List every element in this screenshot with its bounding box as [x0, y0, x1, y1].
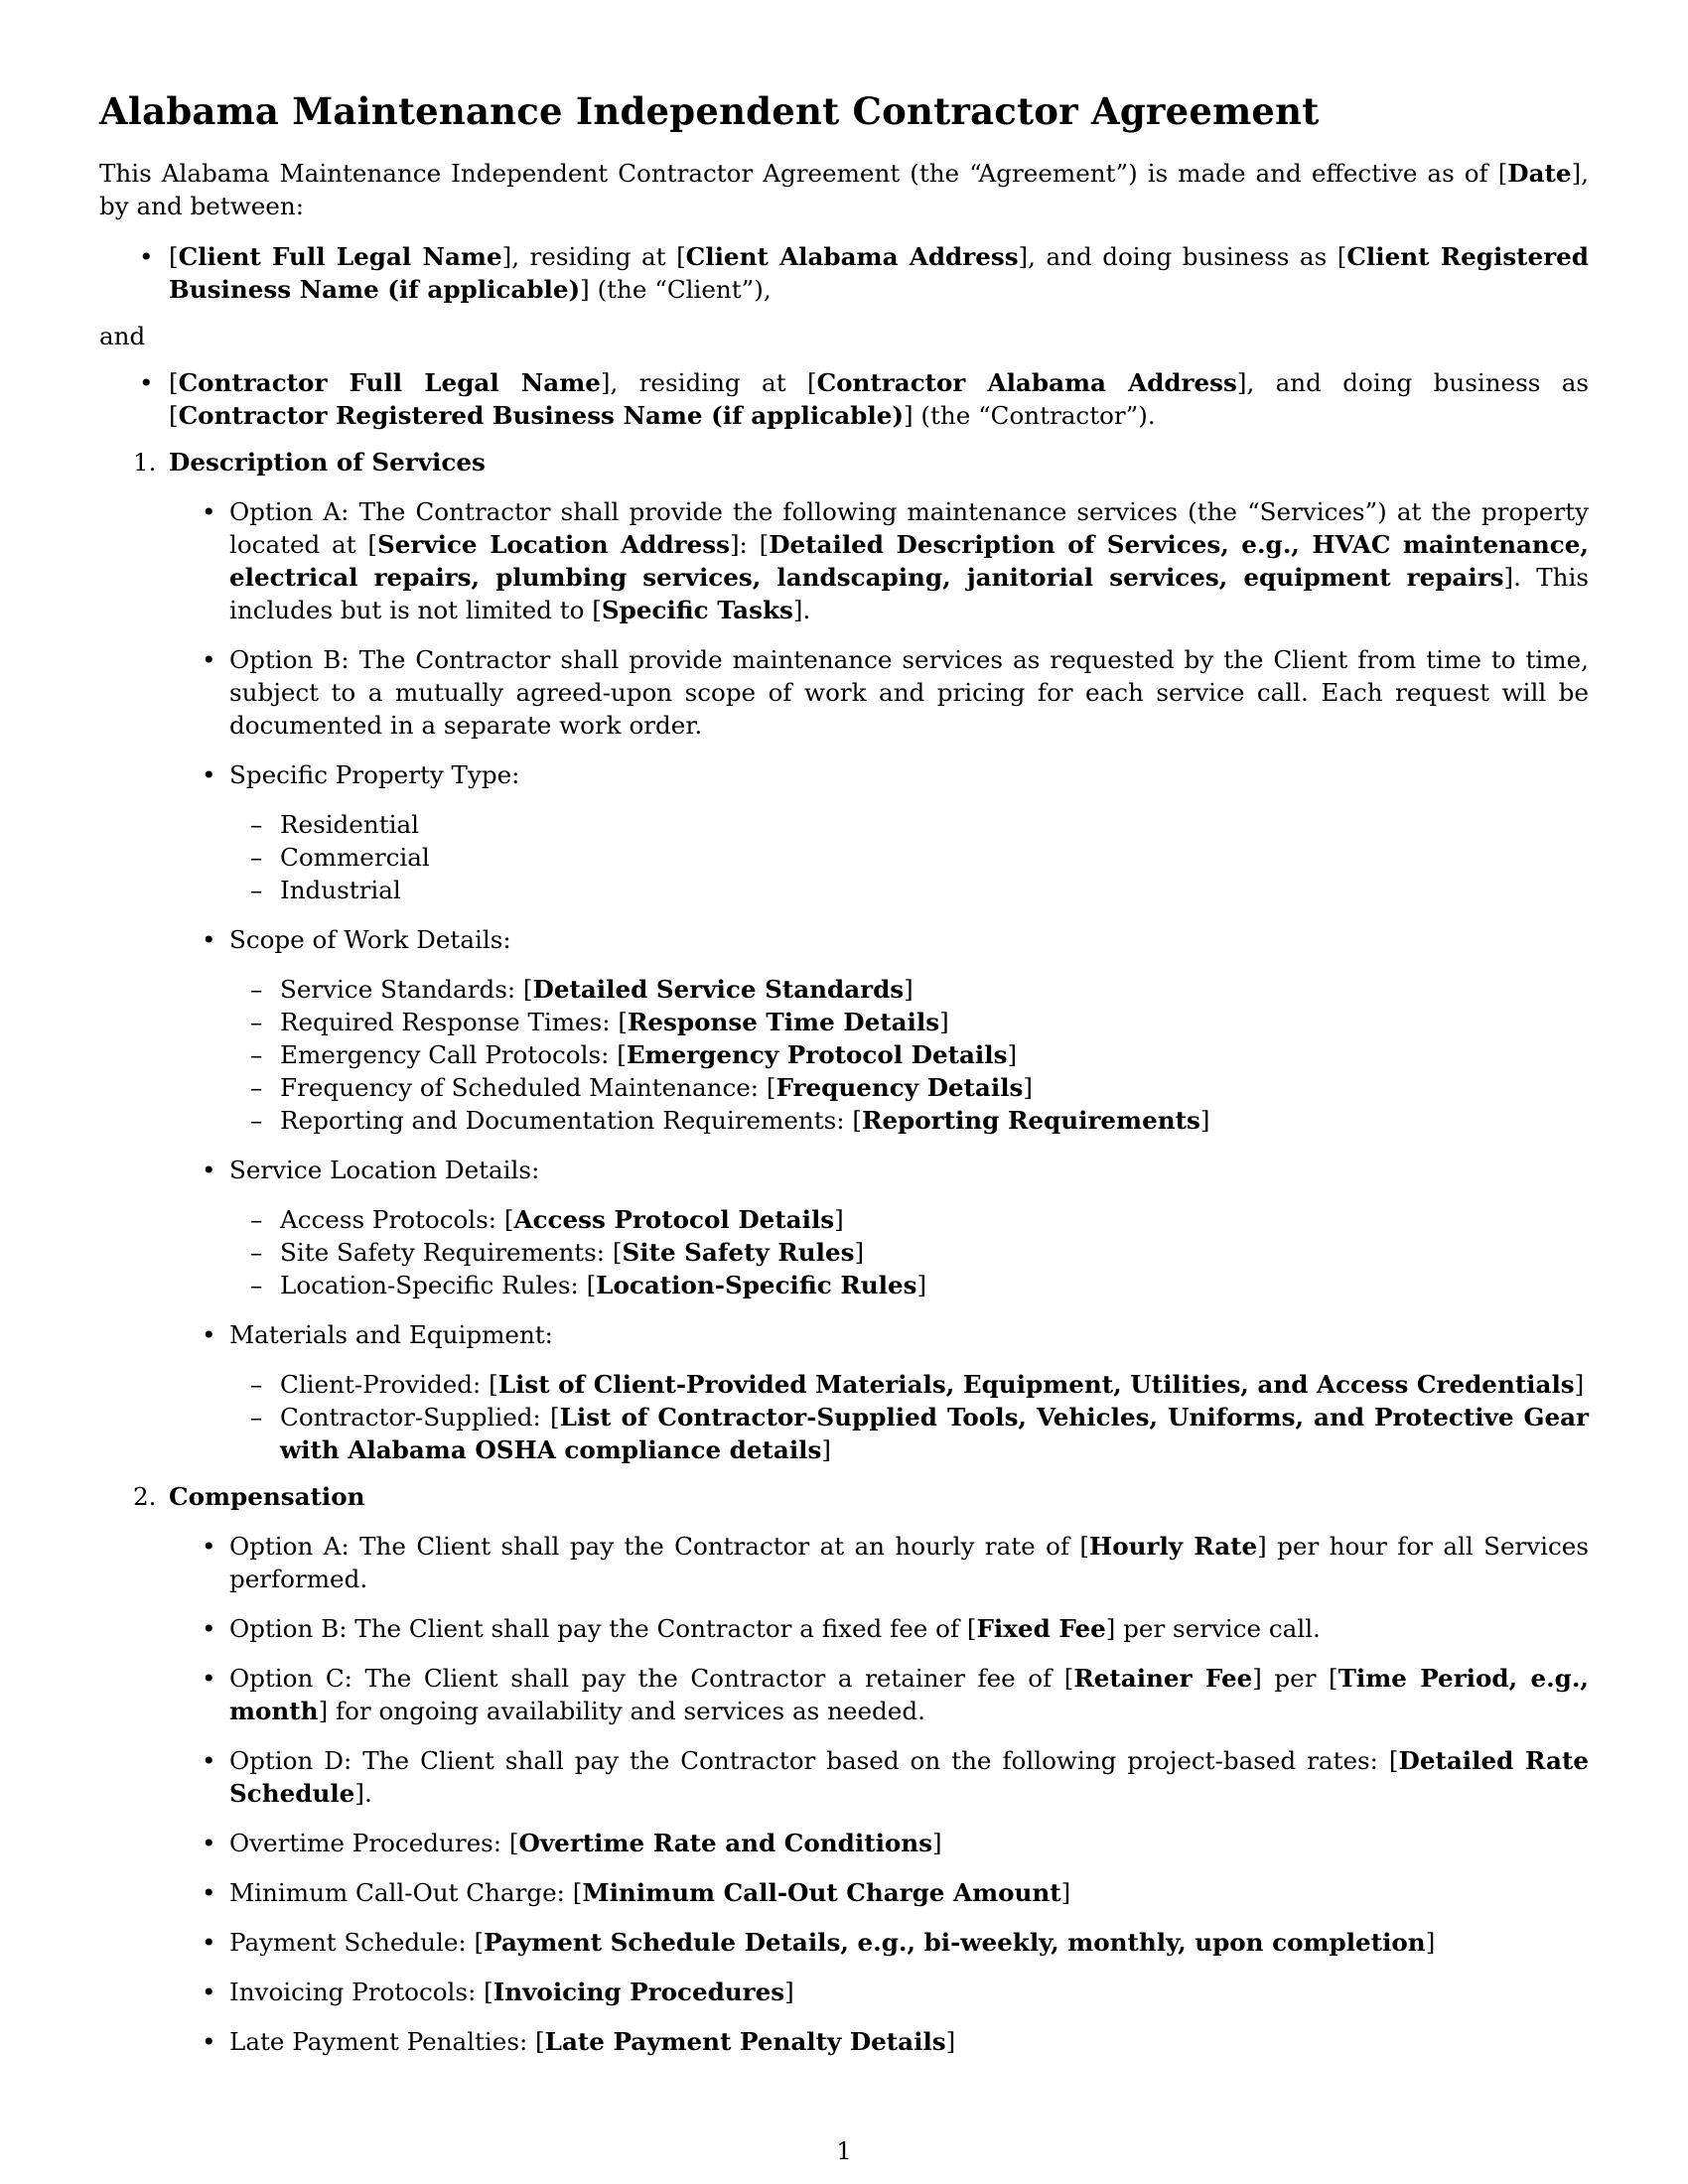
- property-type-list: [229, 808, 1589, 906]
- section-title: Compensation: [169, 1482, 365, 1511]
- section-description-of-services: [99, 446, 1589, 1466]
- dash-icon: –: [250, 843, 263, 872]
- dash-icon: –: [250, 1073, 263, 1102]
- list-item: – Residential: [250, 810, 419, 839]
- bullet-icon: •: [202, 1320, 216, 1349]
- dash-icon: –: [250, 1271, 263, 1299]
- minimum-call-out-charge: • Minimum Call-Out Charge: [Minimum Call-Out Charge Amount]: [202, 1878, 1071, 1907]
- invoicing-protocols: • Invoicing Protocols: [Invoicing Procedures]: [202, 1978, 794, 2006]
- and-separator: and: [99, 322, 146, 350]
- bullet-icon: •: [202, 2027, 216, 2056]
- bullet-icon: •: [202, 1978, 216, 2006]
- service-location-item: • Service Location Details: – Access Protocols: [Access Protocol Details] – Site Safety Requirements: [Site Safety Rules] – Location-Specific Rules: [Location-Specific Rules]: [169, 1154, 1589, 1301]
- services-option-a: • Option A: The Contractor shall provide the following maintenance services (the “Services”) at the property located at [Service Location Address]: [Detailed Description of Services, e.g., HVAC maintenance, electrical repairs, plumbing services, landscaping, janitorial services, equipment repairs]. This includes but is not limited to [Specific Tasks].: [202, 497, 1589, 624]
- overtime-procedures: • Overtime Procedures: [Overtime Rate and Conditions]: [202, 1829, 942, 1857]
- list-item: – Required Response Times: [Response Time Details]: [250, 1008, 949, 1036]
- list-item: – Site Safety Requirements: [Site Safety Rules]: [250, 1238, 865, 1267]
- bullet-icon: •: [202, 760, 216, 789]
- compensation-list: [169, 1530, 1589, 2058]
- list-item: – Commercial: [250, 843, 430, 872]
- dash-icon: –: [250, 1238, 263, 1267]
- bullet-icon: •: [202, 645, 216, 674]
- bullet-icon: •: [202, 1829, 216, 1857]
- section-number: 2.: [133, 1482, 157, 1511]
- property-type-item: • Specific Property Type: – Residential – Commercial – Industrial: [169, 758, 1589, 906]
- materials-list: [229, 1368, 1589, 1466]
- dash-icon: –: [250, 1205, 263, 1234]
- services-option-b: • Option B: The Contractor shall provide maintenance services as requested by the Client from time to time, subject to a mutually agreed-upon scope of work and pricing for each service call. Each request will be documented in a separate work order.: [202, 645, 1589, 740]
- list-item: – Service Standards: [Detailed Service Standards]: [250, 975, 914, 1004]
- sections-list: [99, 446, 1589, 2058]
- client-party-list: [99, 240, 1589, 306]
- bullet-icon: •: [202, 1928, 216, 1957]
- client-party-item: • [Client Full Legal Name], residing at [Client Alabama Address], and doing business as [Client Registered Business Name (if applicable)] (the “Client”),: [139, 242, 1589, 304]
- dash-icon: –: [250, 1403, 263, 1432]
- bullet-icon: •: [202, 1878, 216, 1907]
- materials-item: • Materials and Equipment: – Client-Provided: [List of Client-Provided Materials, Equipment, Utilities, and Access Credentials] – Contractor-Supplied: [List of Contractor-Supplied Tools, Vehicles, Uniforms, and Protective Gear with Alabama OSHA compliance details]: [202, 1320, 1589, 1464]
- late-payment-penalties: • Late Payment Penalties: [Late Payment Penalty Details]: [202, 2027, 956, 2056]
- scope-of-work-item: • Scope of Work Details: – Service Standards: [Detailed Service Standards] – Required Response Times: [Response Time Details] – Emergency Call Protocols: [Emergency Protocol Details] – Frequency of Scheduled Maintenance: [Frequency Details] – Reporting and Documentation Requirements: [Reporting Requirements]: [169, 923, 1589, 1137]
- bullet-icon: •: [202, 925, 216, 954]
- list-item: – Location-Specific Rules: [Location-Specific Rules]: [250, 1271, 927, 1299]
- section-number: 1.: [133, 448, 157, 477]
- dash-icon: –: [250, 1106, 263, 1135]
- list-item: – Contractor-Supplied: [List of Contractor-Supplied Tools, Vehicles, Uniforms, and Protective Gear with Alabama OSHA compliance details]: [250, 1403, 1589, 1464]
- bullet-icon: •: [202, 1614, 216, 1643]
- section-title: Description of Services: [169, 448, 486, 477]
- dash-icon: –: [250, 975, 263, 1004]
- compensation-option-c: • Option C: The Client shall pay the Contractor a retainer fee of [Retainer Fee] per [Time Period, e.g., month] for ongoing availability and services as needed.: [202, 1664, 1589, 1725]
- contractor-party-item: • [Contractor Full Legal Name], residing at [Contractor Alabama Address], and doing business as [Contractor Registered Business Name (if applicable)] (the “Contractor”).: [139, 368, 1590, 430]
- list-item: – Frequency of Scheduled Maintenance: [Frequency Details]: [250, 1073, 1033, 1102]
- dash-icon: –: [250, 876, 263, 904]
- section-compensation: [99, 1480, 1589, 2058]
- list-item: – Access Protocols: [Access Protocol Details]: [250, 1205, 844, 1234]
- compensation-option-b: • Option B: The Client shall pay the Contractor a fixed fee of [Fixed Fee] per service call.: [202, 1614, 1321, 1643]
- bullet-icon: •: [139, 242, 154, 271]
- document-page: [99, 87, 1589, 2058]
- list-item: – Reporting and Documentation Requirements: [Reporting Requirements]: [250, 1106, 1210, 1135]
- payment-schedule: • Payment Schedule: [Payment Schedule Details, e.g., bi-weekly, monthly, upon completion]: [202, 1928, 1436, 1957]
- intro-paragraph: This Alabama Maintenance Independent Contractor Agreement (the “Agreement”) is made and effective as of [Date], by and between:: [99, 159, 1589, 220]
- dash-icon: –: [250, 1370, 263, 1399]
- services-list: [169, 495, 1589, 1466]
- bullet-icon: •: [202, 1532, 216, 1561]
- document-title: Alabama Maintenance Independent Contractor Agreement: [99, 89, 1320, 133]
- date-placeholder: Date: [1507, 159, 1572, 188]
- bullet-icon: •: [139, 368, 154, 397]
- compensation-option-d: • Option D: The Client shall pay the Contractor based on the following project-based rates: [Detailed Rate Schedule].: [202, 1746, 1589, 1808]
- compensation-option-a: • Option A: The Client shall pay the Contractor at an hourly rate of [Hourly Rate] per hour for all Services performed.: [202, 1532, 1589, 1593]
- dash-icon: –: [250, 810, 263, 839]
- service-location-list: [229, 1203, 1589, 1301]
- list-item: – Emergency Call Protocols: [Emergency Protocol Details]: [250, 1040, 1018, 1069]
- page-number: 1: [836, 2137, 852, 2165]
- bullet-icon: •: [202, 1664, 216, 1693]
- list-item: – Industrial: [250, 876, 401, 904]
- bullet-icon: •: [202, 1156, 216, 1184]
- dash-icon: –: [250, 1040, 263, 1069]
- bullet-icon: •: [202, 497, 216, 526]
- dash-icon: –: [250, 1008, 263, 1036]
- bullet-icon: •: [202, 1746, 216, 1775]
- scope-of-work-list: [229, 973, 1589, 1137]
- list-item: – Client-Provided: [List of Client-Provided Materials, Equipment, Utilities, and Access Credentials]: [250, 1370, 1585, 1399]
- contractor-party-list: [99, 366, 1589, 432]
